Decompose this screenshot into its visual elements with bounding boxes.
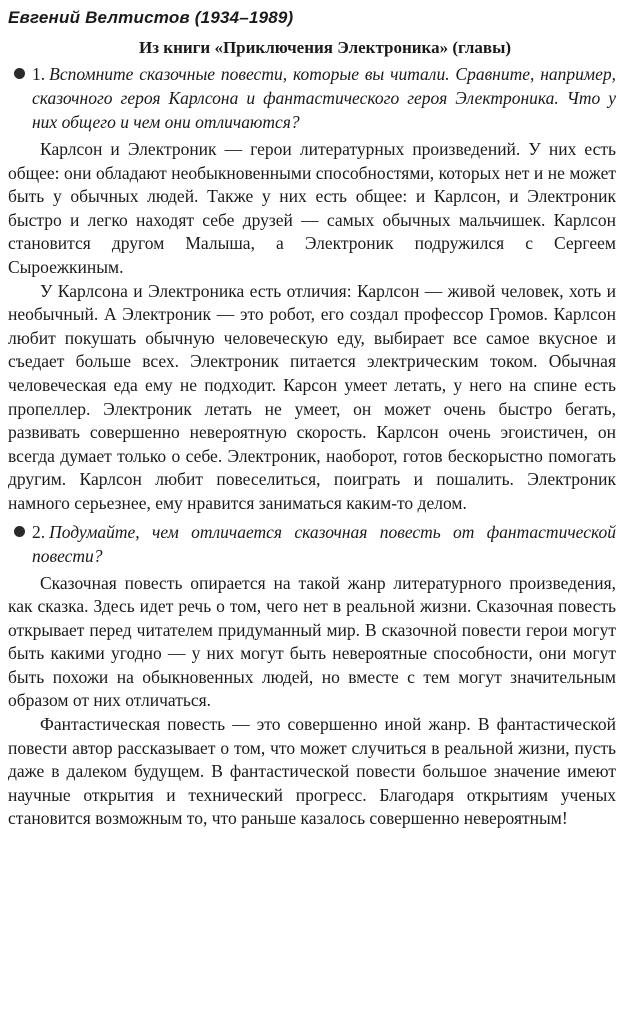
answer-paragraph: Сказочная повесть опирается на такой жанр литературного произведения, как сказка. Здесь идет речь о том, чего нет в реальной жизни. Сказочная повесть открывает перед читателем придуманный мир. В сказочной повести герои могут быть какими угодно — у них могут быть невероятные способности, они могут быть похожи на обыкновенных людей, но вместе с тем могут значительным образом от них отличаться. [8, 572, 616, 711]
task-question-2 [8, 520, 616, 568]
task-number: 2. [32, 521, 46, 542]
bullet-icon [14, 526, 25, 537]
answer-paragraph: Фантастическая повесть — это совершенно иной жанр. В фантастической повести автор рассказывает о том, что может случиться в реальной жизни, пусть даже в далеком будущем. В фантастической повести большое значение имеют научные открытия и технический прогресс. Благодаря открытиям ученых становится возможным то, что раньше казалось совершенно невероятным! [8, 714, 616, 829]
task-number: 1. [32, 64, 46, 84]
answer-paragraph: У Карлсона и Электроника есть отличия: Карлсон — живой человек, хоть и необычный. А Электроник — это робот, его создал профессор Громов. Карлсон любит покушать обычную человеческую еду, выбирает все самое вкусное и съедает больше всех. Электроник питается электрическим током. Обычная человеческая еда ему не подходит. Карсон умеет летать, у него на спине есть пропеллер. Электроник летать не умеет, он может очень быстро бегать, развивать совершенно невероятную скорость. Карлсон очень эгоистичен, он всегда думает только о себе. Электроник, наоборот, готов бескорыстно помогать другим. Карлсон любит повеселиться, поиграть и пошалить. Электроник намного серьезнее, ему нравится заниматься каким-то делом. [8, 280, 616, 513]
work-title: Из книги «Приключения Электроника» (главы) [138, 38, 512, 57]
task-question-text: Вспомните сказочные повести, которые вы читали. Сравните, например, сказочного героя Карлсона и фантастического героя Электроника. Что у них общего и чем они отличаются? [32, 64, 616, 132]
task-question-text: Подумайте, чем отличается сказочная повесть от фантастической повести? [32, 521, 616, 566]
bullet-icon [14, 68, 25, 79]
answer-paragraph: Карлсон и Электроник — герои литературных произведений. У них есть общее: они обладают необыкновенными способностями, которых нет и не может быть у обычных людей. Также у них есть общее: и Карлсон, и Электроник быстро и легко находят себе друзей — самых обычных мальчишек. Карлсон становится другом Малыша, а Электроник подружился с Сергеем Сыроежкиным. [8, 139, 616, 277]
author-heading: Евгений Велтистов (1934–1989) [8, 8, 294, 27]
task-question-1 [8, 62, 616, 134]
